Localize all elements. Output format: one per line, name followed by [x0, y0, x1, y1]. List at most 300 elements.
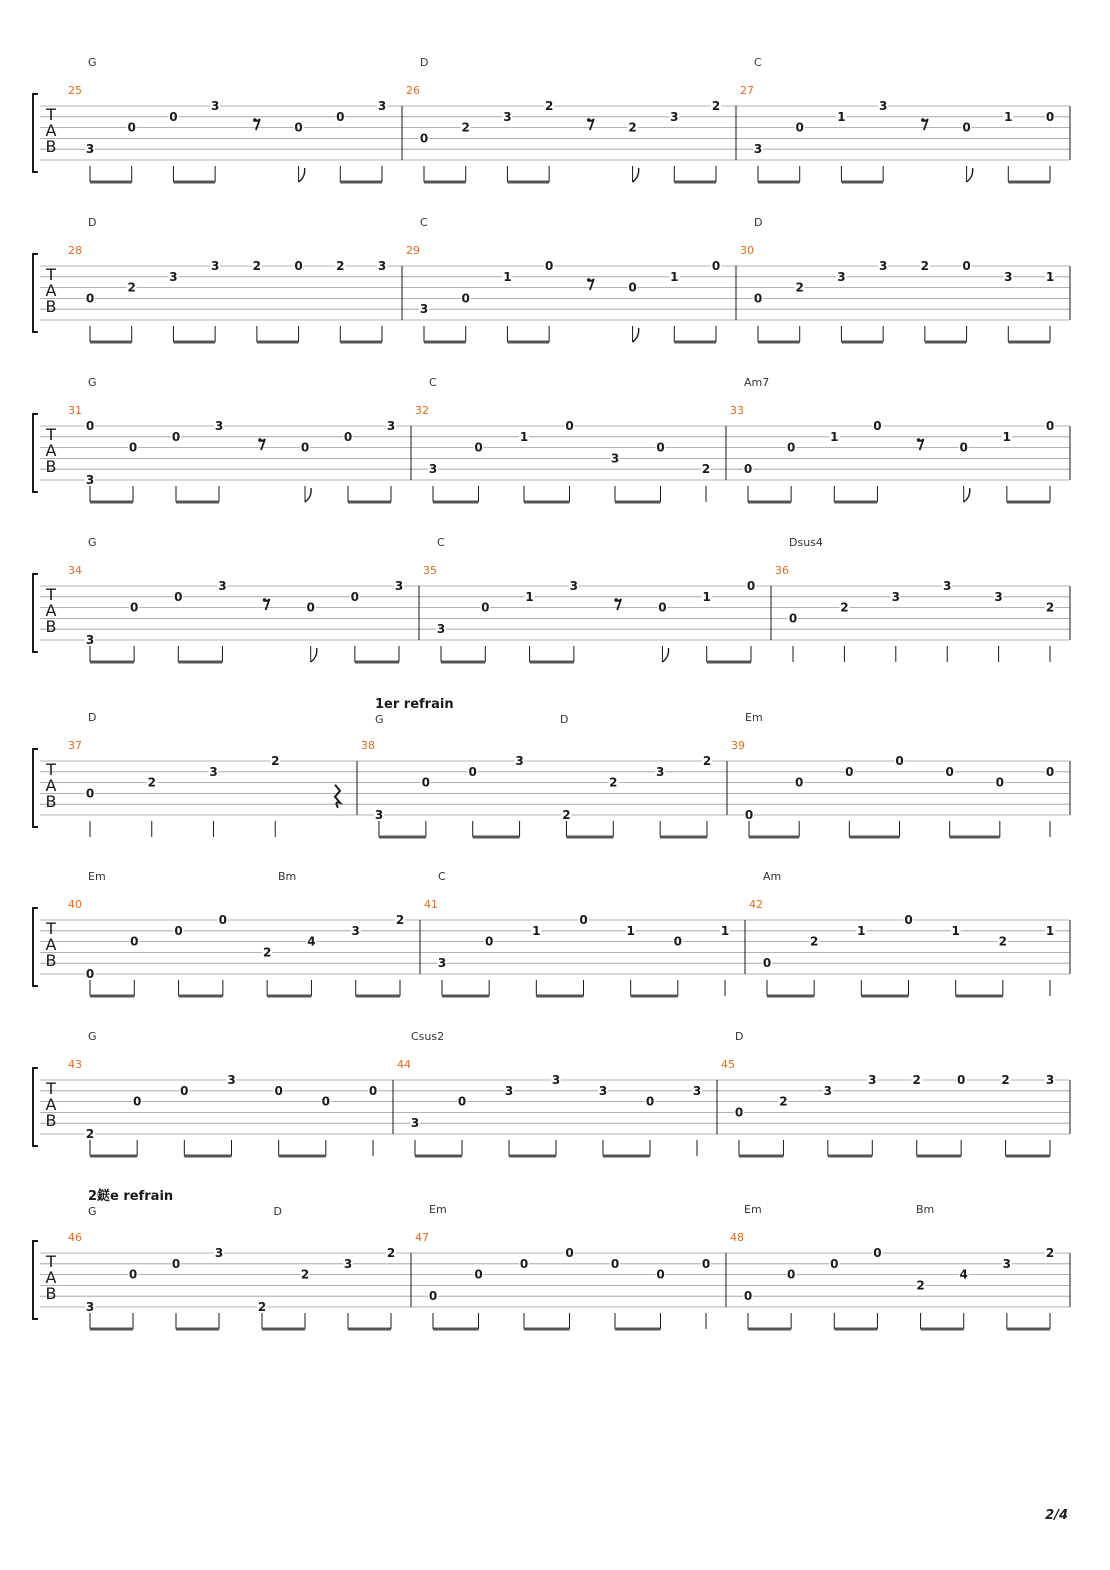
fret-number: 1 — [720, 923, 730, 938]
section-label: 2鎹e refrain — [88, 1189, 174, 1204]
note-flag — [967, 168, 973, 182]
fret-number: 3 — [878, 99, 888, 113]
tab-clef-letter: T — [46, 1252, 56, 1271]
tab-clef-letter: B — [45, 297, 57, 316]
measure — [397, 1030, 702, 1156]
fret-number: 1 — [951, 923, 960, 938]
fret-number: 3 — [410, 1116, 420, 1131]
measure — [415, 1203, 711, 1329]
fret-number: 3 — [209, 764, 218, 779]
fret-number: 0 — [962, 120, 971, 135]
measure — [730, 376, 1055, 502]
fret-number: 0 — [873, 1246, 882, 1260]
measure — [721, 1030, 1055, 1156]
fret-number: 0 — [85, 786, 95, 801]
fret-number: 2 — [336, 259, 345, 273]
measure — [68, 1188, 396, 1329]
fret-number: 0 — [734, 1105, 744, 1120]
tab-clef-letter: A — [45, 281, 57, 300]
note-flag — [311, 648, 317, 662]
fret-number: 3 — [1045, 1073, 1055, 1087]
fret-number: 1 — [626, 923, 635, 938]
measure-number: 29 — [406, 244, 420, 257]
eighth-rest — [587, 118, 591, 122]
fret-number: 0 — [300, 440, 310, 455]
system-bracket — [33, 1241, 38, 1319]
fret-number: 0 — [174, 589, 183, 604]
measure-number: 30 — [740, 244, 754, 257]
tab-clef-letter: T — [46, 585, 56, 604]
fret-number: 3 — [670, 109, 679, 124]
measure-number: 33 — [730, 404, 744, 417]
fret-number: 0 — [711, 259, 721, 273]
tab-clef-letter: B — [45, 1111, 57, 1130]
fret-number: 0 — [962, 259, 971, 273]
tab-clef-letter: A — [45, 121, 57, 140]
measure-number: 38 — [361, 739, 375, 752]
fret-number: 0 — [85, 967, 95, 981]
measure — [424, 870, 730, 996]
fret-number: 3 — [1002, 1256, 1012, 1271]
measure-number: 44 — [397, 1058, 411, 1071]
tab-clef-letter: T — [46, 760, 56, 779]
chord-name: G — [88, 1205, 97, 1218]
fret-number: 0 — [85, 291, 95, 306]
system-bracket — [33, 1068, 38, 1146]
fret-number: 0 — [786, 440, 796, 455]
fret-number: 3 — [377, 99, 387, 113]
fret-number: 0 — [743, 462, 753, 477]
measure — [740, 56, 1055, 182]
measure-number: 27 — [740, 84, 754, 97]
fret-number: 1 — [670, 269, 679, 284]
fret-number: 0 — [762, 956, 772, 971]
fret-number: 3 — [374, 808, 384, 822]
page-number: 2/4 — [1045, 1508, 1068, 1523]
fret-number: 0 — [274, 1083, 283, 1098]
fret-number: 1 — [702, 589, 711, 604]
fret-number: 0 — [794, 775, 804, 790]
fret-number: 3 — [610, 451, 620, 466]
eighth-rest — [258, 438, 262, 442]
note-flag — [299, 168, 305, 182]
fret-number: 1 — [830, 429, 839, 444]
chord-name: Em — [744, 1203, 762, 1216]
fret-number: 0 — [610, 1256, 620, 1271]
fret-number: 0 — [1045, 419, 1055, 433]
fret-number: 0 — [873, 419, 882, 433]
chord-name: Am7 — [744, 376, 770, 389]
fret-number: 3 — [377, 259, 387, 273]
fret-number: 3 — [214, 419, 224, 433]
fret-number: 2 — [461, 120, 470, 135]
section-label: 1er refrain — [375, 697, 454, 712]
chord-name: D — [560, 713, 569, 726]
fret-number: 0 — [658, 600, 667, 615]
fret-number: 1 — [532, 923, 541, 938]
measure — [68, 216, 387, 342]
fret-number: 0 — [294, 259, 303, 273]
measure-number: 34 — [68, 564, 82, 577]
fret-number: 2 — [1001, 1073, 1010, 1087]
tab-clef-letter: B — [45, 457, 57, 476]
fret-number: 3 — [655, 764, 665, 779]
tab-clef-letter: B — [45, 951, 57, 970]
fret-number: 0 — [468, 764, 477, 779]
fret-number: 0 — [171, 1256, 181, 1271]
fret-number: 0 — [701, 1256, 711, 1271]
fret-number: 0 — [481, 600, 490, 615]
measure-number: 45 — [721, 1058, 735, 1071]
fret-number: 3 — [210, 259, 220, 273]
fret-number: 3 — [753, 142, 763, 157]
tab-system — [33, 216, 1070, 342]
fret-number: 2 — [609, 775, 618, 790]
fret-number: 0 — [306, 600, 315, 615]
chord-name: C — [429, 376, 437, 389]
tab-clef-letter: A — [45, 441, 57, 460]
fret-number: 0 — [565, 1246, 574, 1260]
eighth-rest — [921, 118, 925, 122]
fret-number: 2 — [998, 934, 1008, 949]
fret-number: 3 — [214, 1246, 224, 1260]
fret-number: 0 — [956, 1073, 966, 1087]
fret-number: 1 — [525, 589, 534, 604]
fret-number: 3 — [394, 579, 404, 593]
fret-number: 3 — [569, 579, 579, 593]
fret-number: 3 — [868, 1073, 877, 1087]
fret-number: 0 — [180, 1083, 189, 1098]
fret-number: 2 — [127, 280, 136, 295]
measure-number: 32 — [415, 404, 429, 417]
tab-clef-letter: B — [45, 137, 57, 156]
note-flag — [633, 328, 639, 342]
tab-clef-letter: T — [46, 265, 56, 284]
fret-number: 4 — [959, 1267, 968, 1282]
fret-number: 3 — [227, 1073, 236, 1087]
eighth-rest — [263, 598, 267, 602]
measure-number: 46 — [68, 1231, 82, 1244]
fret-number: 0 — [788, 611, 798, 626]
tab-clef-letter: A — [45, 1095, 57, 1114]
fret-number: 0 — [895, 754, 904, 768]
note-flag — [633, 168, 639, 182]
measure-number: 42 — [749, 898, 763, 911]
fret-number: 0 — [461, 291, 470, 306]
chord-name: G — [88, 56, 97, 69]
tab-system — [33, 56, 1070, 182]
fret-number: 2 — [1045, 600, 1055, 615]
fret-number: 0 — [519, 1256, 529, 1271]
measure — [730, 1203, 1055, 1329]
fret-number: 2 — [628, 120, 637, 135]
fret-number: 3 — [878, 259, 888, 273]
fret-number: 0 — [474, 1267, 483, 1282]
fret-number: 2 — [912, 1073, 921, 1087]
chord-name: C — [437, 536, 445, 549]
measure — [740, 216, 1055, 342]
tab-clef-letter: B — [45, 617, 57, 636]
fret-number: 0 — [845, 764, 854, 779]
fret-number: 0 — [945, 764, 954, 779]
tab-system — [33, 697, 1070, 837]
measure — [406, 56, 721, 182]
fret-number: 3 — [419, 302, 429, 317]
fret-number: 3 — [891, 589, 900, 604]
fret-number: 2 — [702, 754, 712, 768]
measure-number: 36 — [775, 564, 789, 577]
fret-number: 3 — [943, 579, 952, 593]
fret-number: 3 — [994, 589, 1003, 604]
fret-number: 3 — [343, 1256, 353, 1271]
fret-number: 0 — [579, 913, 588, 927]
fret-number: 0 — [673, 934, 683, 949]
system-bracket — [33, 94, 38, 172]
fret-number: 1 — [837, 109, 846, 124]
fret-number: 0 — [174, 923, 183, 938]
tab-clef-letter: T — [46, 105, 56, 124]
fret-number: 3 — [85, 142, 95, 157]
measure — [68, 56, 387, 182]
measure-number: 43 — [68, 1058, 82, 1071]
fret-number: 0 — [218, 913, 228, 927]
fret-number: 2 — [395, 913, 405, 927]
eighth-rest — [917, 438, 921, 442]
tab-clef-letter: A — [45, 601, 57, 620]
chord-name: G — [88, 536, 97, 549]
chord-name: G — [375, 713, 384, 726]
fret-number: 0 — [171, 429, 181, 444]
measure — [406, 216, 721, 342]
chord-name: G — [88, 376, 97, 389]
fret-number: 3 — [85, 1300, 95, 1314]
fret-number: 3 — [692, 1083, 702, 1098]
tab-clef-letter: B — [45, 792, 57, 811]
fret-number: 0 — [132, 1094, 142, 1109]
fret-number: 0 — [795, 120, 804, 135]
tab-clef-letter: T — [46, 1079, 56, 1098]
fret-number: 2 — [809, 934, 819, 949]
fret-number: 0 — [474, 440, 483, 455]
chord-name: Em — [429, 1203, 447, 1216]
measure-number: 41 — [424, 898, 438, 911]
chord-name: Bm — [916, 1203, 935, 1216]
note-flag — [305, 488, 311, 502]
fret-number: 1 — [1045, 923, 1055, 938]
fret-number: 0 — [544, 259, 554, 273]
eighth-rest — [253, 118, 257, 122]
fret-number: 2 — [147, 775, 156, 790]
fret-number: 0 — [743, 1289, 753, 1304]
fret-number: 0 — [343, 429, 353, 444]
fret-number: 2 — [920, 259, 930, 273]
measure — [731, 711, 1055, 837]
fret-number: 3 — [351, 923, 360, 938]
fret-number: 0 — [959, 440, 968, 455]
fret-number: 3 — [428, 462, 438, 477]
fret-number: 0 — [128, 1267, 138, 1282]
measure — [415, 376, 711, 502]
chord-name: D — [88, 711, 97, 724]
fret-number: 3 — [551, 1073, 561, 1087]
measure — [68, 870, 405, 996]
chord-name: D — [735, 1030, 744, 1043]
fret-number: 2 — [300, 1267, 310, 1282]
fret-number: 0 — [350, 589, 360, 604]
fret-number: 3 — [85, 473, 95, 487]
fret-number: 0 — [321, 1094, 331, 1109]
fret-number: 2 — [779, 1094, 788, 1109]
fret-number: 0 — [645, 1094, 655, 1109]
system-bracket — [33, 749, 38, 827]
fret-number: 3 — [1004, 269, 1013, 284]
fret-number: 0 — [830, 1256, 839, 1271]
measure-number: 26 — [406, 84, 420, 97]
fret-number: 1 — [1045, 269, 1055, 284]
tab-system — [33, 870, 1070, 996]
fret-number: 0 — [169, 109, 178, 124]
fret-number: 2 — [701, 462, 711, 477]
fret-number: 0 — [457, 1094, 467, 1109]
fret-number: 0 — [128, 440, 138, 455]
fret-number: 2 — [271, 754, 280, 768]
fret-number: 3 — [169, 269, 178, 284]
fret-number: 0 — [484, 934, 494, 949]
system-bracket — [33, 574, 38, 652]
fret-number: 1 — [1002, 429, 1012, 444]
fret-number: 2 — [252, 259, 262, 273]
measure — [361, 697, 712, 837]
fret-number: 3 — [85, 633, 95, 647]
chord-name: Am — [763, 870, 782, 883]
fret-number: 0 — [753, 291, 763, 306]
fret-number: 2 — [544, 99, 554, 113]
fret-number: 4 — [307, 934, 316, 949]
note-flag — [662, 648, 668, 662]
measure — [775, 536, 1055, 662]
measure-number: 37 — [68, 739, 82, 752]
measure — [749, 870, 1055, 996]
fret-number: 2 — [257, 1300, 267, 1314]
measure — [68, 376, 396, 502]
eighth-rest — [587, 278, 591, 282]
fret-number: 0 — [656, 440, 665, 455]
fret-number: 3 — [436, 622, 446, 637]
system-bracket — [33, 254, 38, 332]
note-flag — [964, 488, 970, 502]
tab-clef-letter: A — [45, 776, 57, 795]
fret-number: 0 — [746, 579, 756, 593]
system-bracket — [33, 414, 38, 492]
fret-number: 2 — [386, 1246, 396, 1260]
tab-system — [33, 1030, 1070, 1156]
fret-number: 3 — [218, 579, 227, 593]
fret-number: 0 — [368, 1083, 378, 1098]
chord-name: Em — [88, 870, 106, 883]
fret-number: 0 — [129, 600, 139, 615]
tab-clef-letter: T — [46, 425, 56, 444]
measure-number: 39 — [731, 739, 745, 752]
chord-name: C — [438, 870, 446, 883]
chord-name: D — [420, 56, 429, 69]
measure-number: 40 — [68, 898, 82, 911]
fret-number: 0 — [904, 913, 913, 927]
measure-number: 48 — [730, 1231, 744, 1244]
measure-number: 47 — [415, 1231, 429, 1244]
tab-clef-letter: B — [45, 1284, 57, 1303]
fret-number: 1 — [1004, 109, 1013, 124]
fret-number: 0 — [428, 1289, 438, 1304]
tab-system — [33, 1188, 1070, 1329]
chord-name: D — [754, 216, 763, 229]
fret-number: 0 — [421, 775, 431, 790]
fret-number: 2 — [1045, 1246, 1055, 1260]
tab-system — [33, 376, 1070, 502]
measure-number: 35 — [423, 564, 437, 577]
measure — [423, 536, 756, 662]
fret-number: 0 — [628, 280, 637, 295]
fret-number: 0 — [565, 419, 574, 433]
fret-number: 1 — [857, 923, 866, 938]
fret-number: 3 — [598, 1083, 608, 1098]
chord-name: Bm — [278, 870, 297, 883]
fret-number: 0 — [419, 131, 429, 146]
measure-number: 31 — [68, 404, 82, 417]
fret-number: 0 — [995, 775, 1005, 790]
fret-number: 3 — [515, 754, 524, 768]
fret-number: 3 — [386, 419, 396, 433]
measure — [68, 536, 404, 662]
fret-number: 1 — [503, 269, 512, 284]
eighth-rest — [614, 598, 618, 602]
fret-number: 3 — [823, 1083, 833, 1098]
fret-number: 0 — [656, 1267, 665, 1282]
fret-number: 2 — [562, 808, 571, 822]
fret-number: 3 — [837, 269, 846, 284]
tab-system — [33, 536, 1070, 662]
chord-name: Dsus4 — [789, 536, 823, 549]
chord-name: Csus2 — [411, 1030, 445, 1043]
fret-number: 2 — [262, 945, 272, 960]
fret-number: 0 — [1045, 109, 1055, 124]
fret-number: 3 — [503, 109, 512, 124]
chord-name: C — [420, 216, 428, 229]
tab-clef-letter: T — [46, 919, 56, 938]
fret-number: 2 — [840, 600, 849, 615]
measure — [68, 711, 340, 837]
fret-number: 0 — [127, 120, 136, 135]
fret-number: 1 — [519, 429, 529, 444]
fret-number: 0 — [336, 109, 345, 124]
chord-name: D — [88, 216, 97, 229]
fret-number: 2 — [916, 1278, 925, 1293]
fret-number: 0 — [744, 808, 754, 822]
measure — [68, 1030, 378, 1156]
measure-number: 28 — [68, 244, 82, 257]
measure-number: 25 — [68, 84, 82, 97]
system-bracket — [33, 908, 38, 986]
fret-number: 0 — [786, 1267, 796, 1282]
fret-number: 0 — [1045, 764, 1055, 779]
tab-clef-letter: A — [45, 935, 57, 954]
chord-name: Em — [745, 711, 763, 724]
fret-number: 2 — [85, 1127, 95, 1141]
fret-number: 0 — [85, 419, 95, 433]
fret-number: 3 — [437, 956, 447, 971]
fret-number: 2 — [711, 99, 721, 113]
fret-number: 3 — [210, 99, 220, 113]
fret-number: 0 — [294, 120, 303, 135]
